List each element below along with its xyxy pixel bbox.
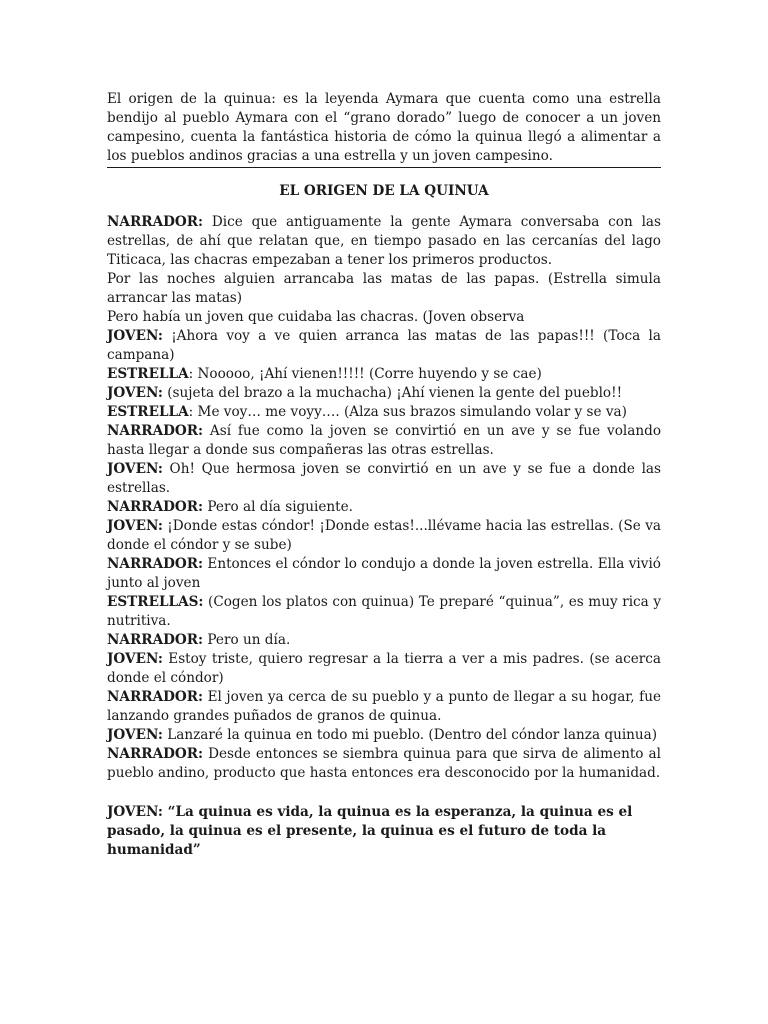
dialogue-text: Pero un día. [203,632,291,648]
speaker-label: JOVEN: [107,461,163,477]
dialogue-text: El joven ya cerca de su pueblo y a punto de llegar a su hogar, fue lanzando grandes puñados de granos de quinua. [107,689,661,724]
dialogue-text: Pero al día siguiente. [203,499,353,515]
speaker-label: JOVEN: [107,804,163,820]
dialogue-line [107,403,661,422]
speaker-label: ESTRELLA [107,366,189,382]
speaker-label: ESTRELLA [107,404,189,420]
speaker-label: NARRADOR: [107,689,204,705]
speaker-label: NARRADOR: [107,499,204,515]
dialogue-line [107,327,661,365]
dialogue-line [107,460,661,498]
speaker-label: JOVEN: [107,727,163,743]
closing-quote-text: “La quinua es vida, la quinua es la esperanza, la quinua es el pasado, la quinua es el presente, la quinua es el futuro de toda la humanidad” [107,804,633,858]
speaker-label: NARRADOR: [107,214,204,230]
dialogue-text: Pero había un joven que cuidaba las chacras. (Joven observa [107,309,525,325]
speaker-label: NARRADOR: [107,423,204,439]
dialogue-line [107,498,661,517]
intro-paragraph: El origen de la quinua: es la leyenda Aymara que cuenta como una estrella bendijo al pueblo Aymara con el “grano dorado” luego de conocer a un joven campesino, cuenta la fantástica historia de cómo la quinua llegó a alimentar a los pueblos andinos gracias a una estrella y un joven campesino. [107,90,661,168]
dialogue-text: Oh! Que hermosa joven se convirtió en un ave y se fue a donde las estrellas. [107,461,661,496]
dialogue-line [107,308,661,327]
document-title: EL ORIGEN DE LA QUINUA [279,183,489,199]
dialogue-line [107,422,661,460]
speaker-label: ESTRELLAS: [107,594,204,610]
dialogue-line [107,650,661,688]
dialogue-text: Así fue como la joven se convirtió en un ave y se fue volando hasta llegar a donde sus compañeras las otras estrellas. [107,423,661,458]
dialogue-line [107,213,661,270]
speaker-label: NARRADOR: [107,746,204,762]
dialogue-text: Por las noches alguien arrancaba las matas de las papas. (Estrella simula arrancar las matas) [107,271,661,306]
dialogue-line [107,270,661,308]
dialogue-text: Entonces el cóndor lo condujo a donde la joven estrella. Ella vivió junto al joven [107,556,661,591]
dialogue-text: ¡Ahora voy a ve quien arranca las matas de las papas!!! (Toca la campana) [107,328,661,363]
dialogue-line [107,688,661,726]
dialogue-text: Desde entonces se siembra quinua para que sirva de alimento al pueblo andino, producto que hasta entonces era desconocido por la humanidad. [107,746,661,781]
dialogue-text: Estoy triste, quiero regresar a la tierra a ver a mis padres. (se acerca donde el cóndor) [107,651,661,686]
dialogue-text: Dice que antiguamente la gente Aymara conversaba con las estrellas, de ahí que relatan que, en tiempo pasado en las cercanías del lago Titicaca, las chacras empezaban a tener los primeros productos. [107,214,661,268]
dialogue-line [107,726,661,745]
speaker-label: JOVEN: [107,385,163,401]
document-page [107,90,661,860]
dialogue-text: (Cogen los platos con quinua) Te preparé “quinua”, es muy rica y nutritiva. [107,594,661,629]
dialogue-line [107,631,661,650]
speaker-label: JOVEN: [107,651,163,667]
speaker-label: JOVEN: [107,328,163,344]
dialogue-line [107,517,661,555]
dialogue-text: : Me voy… me voyy…. (Alza sus brazos simulando volar y se va) [188,404,627,420]
dialogue-text: ¡Donde estas cóndor! ¡Donde estas!...llévame hacia las estrellas. (Se va donde el cóndor y se sube) [107,518,661,553]
dialogue-line [107,745,661,783]
dialogue-script [107,213,661,783]
closing-quote [107,803,661,860]
dialogue-line [107,555,661,593]
dialogue-text: (sujeta del brazo a la muchacha) ¡Ahí vienen la gente del pueblo!! [162,385,623,401]
dialogue-text: Lanzaré la quinua en todo mi pueblo. (Dentro del cóndor lanza quinua) [162,727,658,743]
speaker-label: JOVEN: [107,518,163,534]
dialogue-text: : Nooooo, ¡Ahí vienen!!!!! (Corre huyendo y se cae) [188,366,542,382]
dialogue-line [107,384,661,403]
dialogue-line [107,593,661,631]
speaker-label: NARRADOR: [107,556,204,572]
speaker-label: NARRADOR: [107,632,204,648]
dialogue-line [107,365,661,384]
